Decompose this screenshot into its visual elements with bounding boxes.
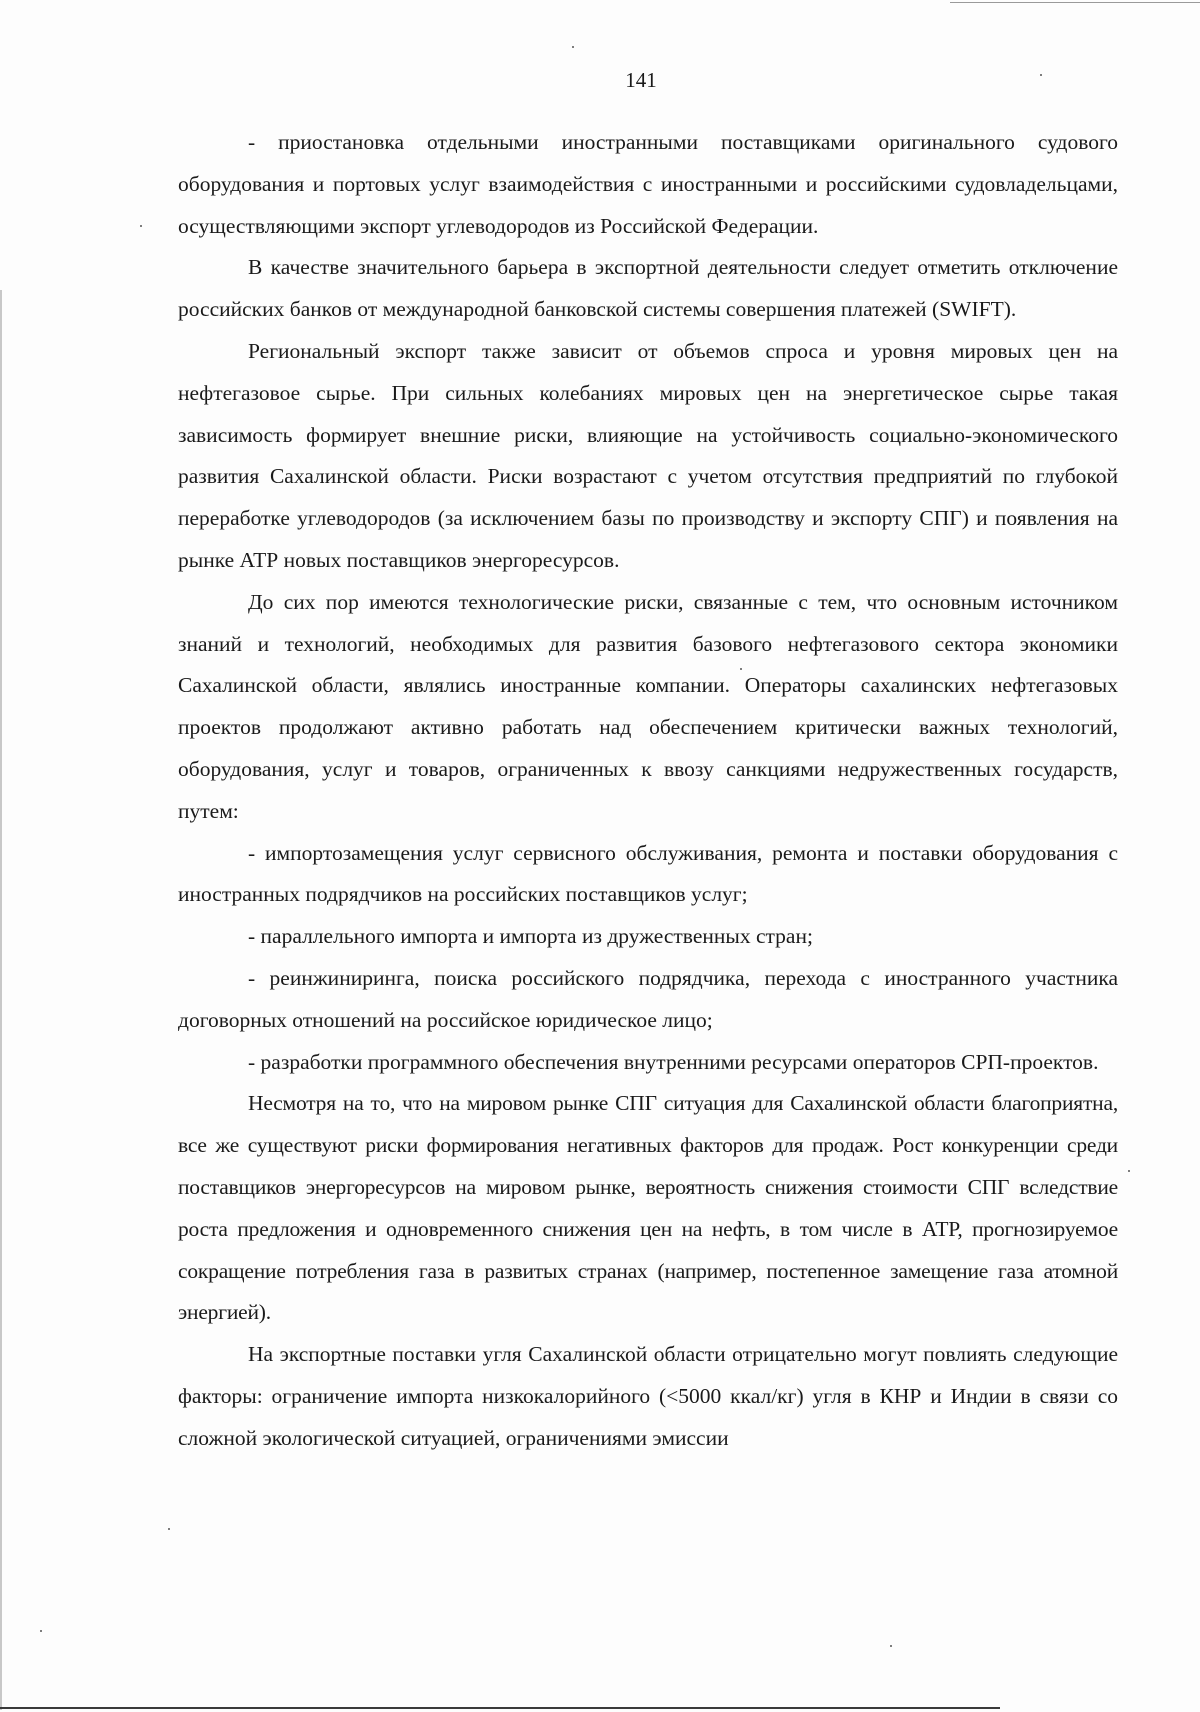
- scan-speck: [168, 1528, 170, 1530]
- paragraph: - приостановка отдельными иностранными поставщиками оригинального судового оборудования и портовых услуг взаимодействия с иностранными и российскими судовладельцами, осуществляющими экспорт углеводородов из Российской Федерации.: [178, 130, 1118, 238]
- scan-speck: [40, 1630, 42, 1632]
- scan-speck: [890, 1645, 892, 1647]
- scan-speck: [140, 225, 142, 227]
- paragraph: - реинжиниринга, поиска российского подрядчика, перехода с иностранного участника договорных отношений на российское юридическое лицо;: [178, 965, 1118, 1032]
- paragraph: - разработки программного обеспечения внутренними ресурсами операторов СРП-проектов.: [248, 1049, 1099, 1074]
- paragraph: Региональный экспорт также зависит от объемов спроса и уровня мировых цен на нефтегазовое сырье. При сильных колебаниях мировых цен на энергетическое сырье такая зависимость формирует внешние риски, влияющие на устойчивость социально-экономического развития Сахалинской области. Риски возрастают с учетом отсутствия предприятий по глубокой переработке углеводородов (за исключением базы по производству и экспорту СПГ) и появления на рынке АТР новых поставщиков энергоресурсов.: [178, 338, 1118, 572]
- scan-speck: [1128, 1170, 1130, 1172]
- paragraph: Несмотря на то, что на мировом рынке СПГ ситуация для Сахалинской области благоприятна, все же существуют риски формирования негативных факторов для продаж. Рост конкуренции среди поставщиков энергоресурсов на мировом рынке, вероятность снижения стоимости СПГ вследствие роста предложения и одновременного снижения цен на нефть, в том числе в АТР, прогнозируемое сокращение потребления газа в развитых странах (например, постепенное замещение газа атомной энергией).: [178, 1091, 1118, 1325]
- scan-speck: [572, 46, 574, 48]
- paragraph: На экспортные поставки угля Сахалинской области отрицательно могут повлиять следующие факторы: ограничение импорта низкокалорийного (<5000 ккал/кг) угля в КНР и Индии в связи со сложной экологической ситуацией, ограничениями эмиссии: [178, 1342, 1118, 1450]
- paragraph: До сих пор имеются технологические риски, связанные с тем, что основным источником знаний и технологий, необходимых для развития базового нефтегазового сектора экономики Сахалинской области, являлись иностранные компании. Операторы сахалинских нефтегазовых проектов продолжают активно работать над обеспечением критически важных технологий, оборудования, услуг и товаров, ограниченных к ввозу санкциями недружественных государств, путем:: [178, 589, 1118, 823]
- scan-edge-bottom: [0, 1707, 1000, 1709]
- document-body: [178, 122, 1118, 1460]
- paragraph: В качестве значительного барьера в экспортной деятельности следует отметить отключение российских банков от международной банковской системы совершения платежей (SWIFT).: [178, 255, 1118, 322]
- page-number: 141: [625, 68, 657, 92]
- paragraph: - импортозамещения услуг сервисного обслуживания, ремонта и поставки оборудования с иностранных подрядчиков на российских поставщиков услуг;: [178, 840, 1118, 907]
- scan-edge-top: [950, 2, 1200, 3]
- paragraph: - параллельного импорта и импорта из дружественных стран;: [248, 924, 813, 949]
- scan-edge-left: [0, 290, 2, 1710]
